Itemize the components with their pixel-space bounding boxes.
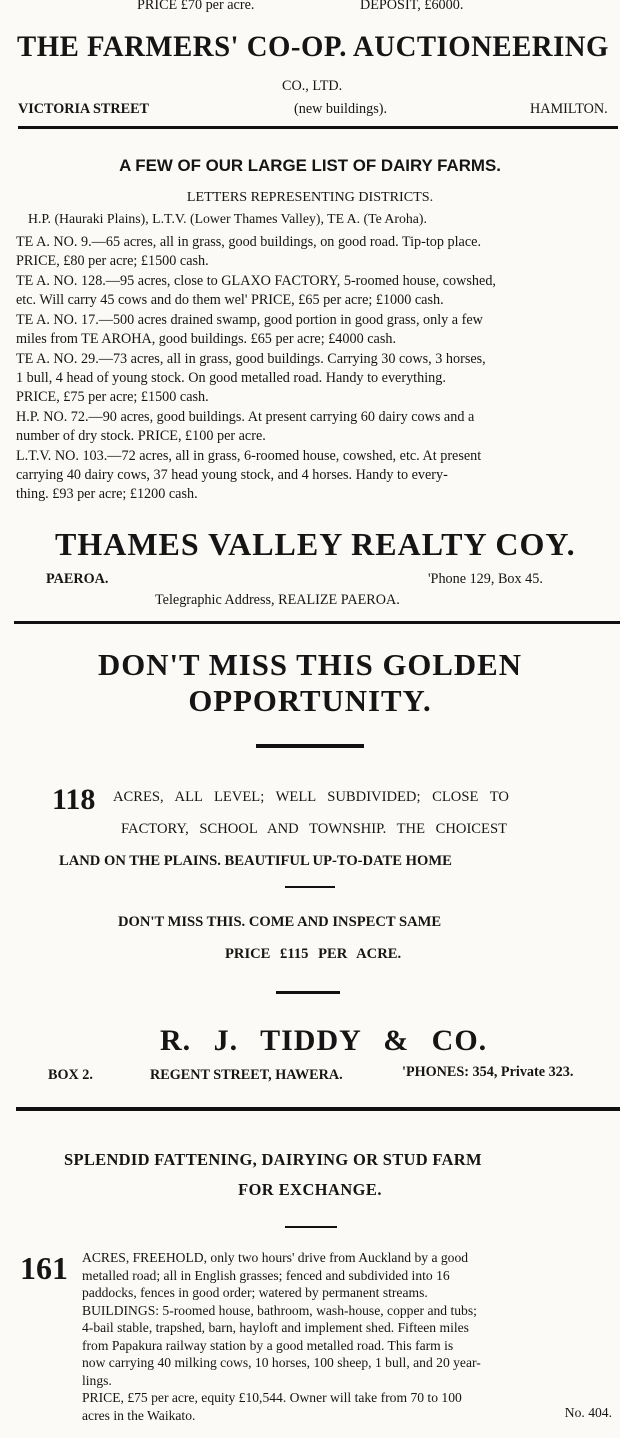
tiddy-street: REGENT STREET, HAWERA.	[150, 1067, 343, 1083]
listing-line: carrying 40 dairy cows, 37 head young stock, and 4 horses. Handy to every-	[16, 467, 448, 483]
listing-line: miles from TE AROHA, good buildings. £65 per acre; £4000 cash.	[16, 331, 396, 347]
exchange-divider	[285, 1226, 337, 1228]
tiddy-divider-3	[276, 991, 340, 994]
tiddy-headline-1: DON'T MISS THIS GOLDEN	[98, 648, 522, 682]
tiddy-line-1: ACRES, ALL LEVEL; WELL SUBDIVIDED; CLOSE TO	[113, 789, 509, 805]
listing-line: PRICE, £75 per acre; £1500 cash.	[16, 389, 209, 405]
listing-te-a-128	[16, 272, 612, 310]
exchange-headline-2: FOR EXCHANGE.	[238, 1180, 382, 1199]
tiddy-line-3: LAND ON THE PLAINS. BEAUTIFUL UP-TO-DATE HOME	[59, 853, 452, 869]
exchange-line: 4-bail stable, trapshed, barn, hayloft and implement shed. Fifteen miles	[82, 1320, 469, 1335]
listing-line: number of dry stock. PRICE, £100 per acre.	[16, 428, 266, 444]
thames-title: THAMES VALLEY REALTY COY.	[55, 526, 576, 562]
tiddy-price: PRICE £115 PER ACRE.	[225, 946, 402, 962]
exchange-line: from Papakura railway station by a good metalled road. This farm is	[82, 1337, 454, 1353]
tiddy-rule	[16, 1107, 620, 1111]
tiddy-cta: DON'T MISS THIS. COME AND INSPECT SAME	[118, 914, 442, 930]
listing-te-a-9	[16, 233, 612, 271]
exchange-line: lings.	[82, 1372, 112, 1388]
exchange-acres-number: 161	[20, 1250, 68, 1286]
exchange-price-line: PRICE, £75 per acre, equity £10,544. Owner will take from 70 to 100	[82, 1390, 462, 1405]
tiddy-headline-2: OPPORTUNITY.	[188, 684, 432, 718]
tiddy-divider-1	[256, 744, 364, 748]
listing-line: thing. £93 per acre; £1200 cash.	[16, 486, 198, 502]
listing-line: TE A. NO. 17.—500 acres drained swamp, good portion in good grass, only a few	[16, 312, 483, 328]
listing-te-a-29	[16, 350, 612, 407]
thames-town: PAEROA.	[46, 571, 109, 587]
exchange-headline-1: SPLENDID FATTENING, DAIRYING OR STUD FARM	[64, 1150, 482, 1169]
farmers-town: HAMILTON.	[530, 101, 608, 117]
farmers-subheading: LETTERS REPRESENTING DISTRICTS.	[186, 189, 434, 205]
top-price: PRICE £70 per acre.	[137, 0, 255, 13]
exchange-line: BUILDINGS: 5-roomed house, bathroom, wash-house, copper and tubs;	[82, 1302, 477, 1318]
thames-phone: 'Phone 129, Box 45.	[428, 571, 543, 587]
farmers-heading: A FEW OF OUR LARGE LIST OF DAIRY FARMS.	[119, 156, 501, 175]
listing-hp-72	[16, 408, 612, 446]
listing-line: L.T.V. NO. 103.—72 acres, all in grass, 6-roomed house, cowshed, etc. At present	[16, 448, 482, 464]
exchange-last-line: acres in the Waikato.	[82, 1407, 196, 1423]
tiddy-line-2: FACTORY, SCHOOL AND TOWNSHIP. THE CHOICEST	[121, 821, 507, 837]
listing-line: TE A. NO. 128.—95 acres, close to GLAXO FACTORY, 5-roomed house, cowshed,	[16, 273, 496, 289]
thames-telegraphic: Telegraphic Address, REALIZE PAEROA.	[155, 592, 400, 608]
top-deposit: DEPOSIT, £6000.	[360, 0, 464, 13]
farmers-title-line2: CO., LTD.	[282, 78, 343, 94]
farmers-legend: H.P. (Hauraki Plains), L.T.V. (Lower Thames Valley), TE A. (Te Aroha).	[28, 211, 427, 226]
exchange-last-line-row	[82, 1404, 612, 1425]
farmers-street: VICTORIA STREET	[18, 101, 150, 117]
exchange-line: paddocks, fences in good order; watered by permanent streams.	[82, 1285, 428, 1300]
tiddy-acres-number: 118	[52, 783, 96, 816]
tiddy-firm: R. J. TIDDY & CO.	[160, 1024, 488, 1057]
listing-te-a-17	[16, 311, 612, 349]
listing-line: PRICE, £80 per acre; £1500 cash.	[16, 253, 209, 269]
exchange-line: now carrying 40 milking cows, 10 horses, 100 sheep, 1 bull, and 20 year-	[82, 1355, 481, 1370]
exchange-line: metalled road; all in English grasses; fenced and subdivided into 16	[82, 1267, 450, 1283]
exchange-line: ACRES, FREEHOLD, only two hours' drive from Auckland by a good	[82, 1250, 469, 1265]
thames-rule	[14, 621, 620, 624]
tiddy-divider-2	[285, 886, 335, 888]
listing-line: TE A. NO. 9.—65 acres, all in grass, good buildings, on good road. Tip-top place.	[16, 234, 481, 250]
listing-line: H.P. NO. 72.—90 acres, good buildings. At present carrying 60 dairy cows and a	[16, 409, 475, 425]
exchange-body	[82, 1249, 612, 1424]
tiddy-phones: 'PHONES: 354, Private 323.	[402, 1064, 574, 1080]
tiddy-box: BOX 2.	[48, 1067, 93, 1083]
farm-listings	[16, 233, 612, 504]
farmers-buildings: (new buildings).	[294, 101, 387, 117]
listing-ltv-103	[16, 447, 612, 504]
exchange-ref: No. 404.	[564, 1404, 612, 1420]
farmers-title: THE FARMERS' CO-OP. AUCTIONEERING	[17, 30, 609, 63]
listing-line: TE A. NO. 29.—73 acres, all in grass, good buildings. Carrying 30 cows, 3 horses,	[16, 351, 486, 367]
listing-line: etc. Will carry 45 cows and do them wel' PRICE, £65 per acre; £1000 cash.	[16, 292, 444, 308]
listing-line: 1 bull, 4 head of young stock. On good metalled road. Handy to everything.	[16, 370, 446, 386]
farmers-rule	[18, 126, 618, 129]
